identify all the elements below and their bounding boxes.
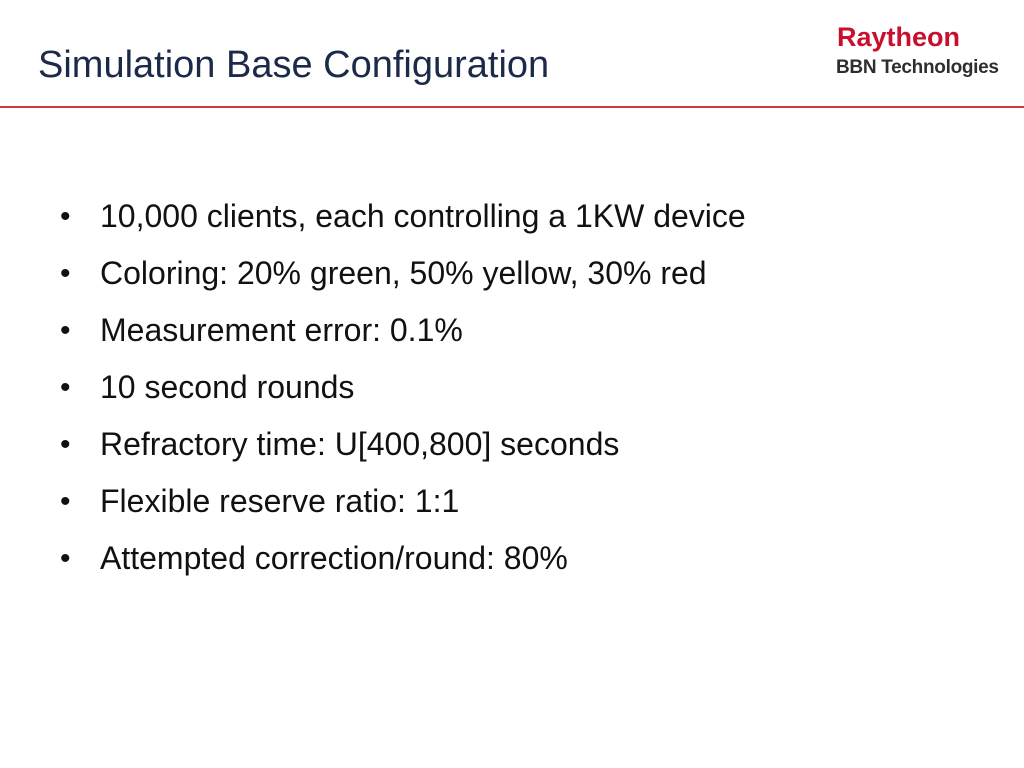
bullet-text: Refractory time: U[400,800] seconds xyxy=(100,426,620,462)
bullet-text: 10 second rounds xyxy=(100,369,355,405)
logo-subtitle-text: BBN Technologies xyxy=(836,57,999,78)
bullet-text: 10,000 clients, each controlling a 1KW device xyxy=(100,198,746,234)
slide-title: Simulation Base Configuration xyxy=(38,44,550,86)
logo-brand-text: Raytheon xyxy=(837,22,961,52)
bullet-item xyxy=(58,416,746,473)
bullet-dot-icon: • xyxy=(60,200,71,233)
bullet-text: Flexible reserve ratio: 1:1 xyxy=(100,483,460,519)
bullet-dot-icon: • xyxy=(60,428,71,461)
bullet-dot-icon: • xyxy=(60,257,71,290)
bullet-text: Coloring: 20% green, 50% yellow, 30% red xyxy=(100,255,707,291)
bullet-dot-icon: • xyxy=(60,542,71,575)
bullet-list xyxy=(58,188,746,587)
bullet-item xyxy=(58,530,746,587)
bullet-item xyxy=(58,302,746,359)
title-divider xyxy=(0,106,1024,108)
bullet-item xyxy=(58,245,746,302)
bullet-text: Measurement error: 0.1% xyxy=(100,312,463,348)
bullet-item xyxy=(58,188,746,245)
bullet-item xyxy=(58,359,746,416)
bullet-dot-icon: • xyxy=(60,485,71,518)
bullet-dot-icon: • xyxy=(60,314,71,347)
bullet-item xyxy=(58,473,746,530)
bullet-text: Attempted correction/round: 80% xyxy=(100,540,568,576)
raytheon-bbn-logo xyxy=(836,24,1014,77)
bullet-dot-icon: • xyxy=(60,371,71,404)
